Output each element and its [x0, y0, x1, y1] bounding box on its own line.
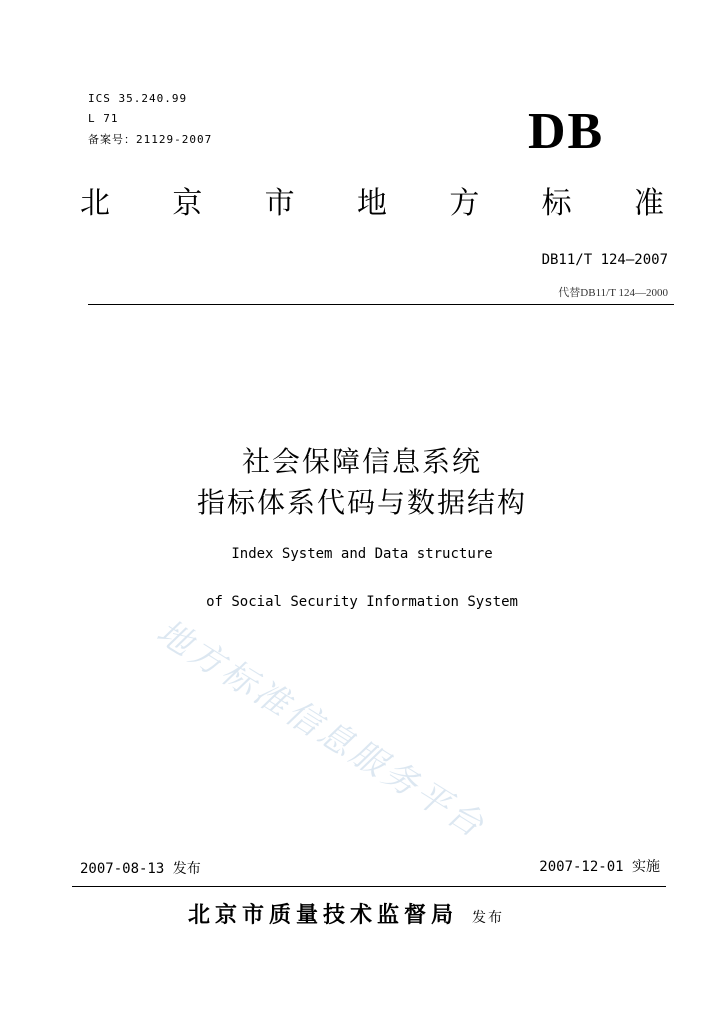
- db-logo: DB: [528, 103, 605, 160]
- standard-type-char: 北: [80, 186, 110, 221]
- replaces-standard: 代替DB11/T 124—2000: [558, 287, 668, 299]
- title-chinese-line1: 社会保障信息系统: [241, 445, 482, 478]
- publisher-name: 北京市质量技术监督局: [188, 903, 459, 928]
- watermark: 地方标准信息服务平台: [149, 611, 494, 848]
- issue-date: 2007-08-13 发布: [80, 861, 201, 877]
- title-english-line2: of Social Security Information System: [206, 594, 518, 610]
- record-number: 备案号：21129-2007: [88, 133, 213, 146]
- classification-code: L 71: [88, 112, 119, 125]
- standard-number: DB11/T 124—2007: [541, 252, 668, 268]
- standard-type-char: 地: [356, 186, 387, 221]
- standard-type-char: 市: [264, 186, 295, 221]
- ics-code: ICS 35.240.99: [88, 92, 188, 105]
- publisher-suffix: 发布: [472, 910, 505, 926]
- standard-type-char: 准: [633, 186, 664, 221]
- header-divider: [88, 304, 674, 305]
- implementation-date: 2007-12-01 实施: [539, 859, 660, 875]
- title-chinese-line2: 指标体系代码与数据结构: [196, 486, 527, 519]
- publisher: [188, 898, 504, 929]
- title-english-line1: Index System and Data structure: [231, 546, 493, 562]
- standard-type-char: 标: [541, 186, 572, 221]
- standard-type-char: 方: [449, 186, 480, 221]
- standard-type-title: [80, 186, 664, 222]
- footer-divider: [72, 886, 666, 887]
- standard-type-char: 京: [172, 186, 203, 221]
